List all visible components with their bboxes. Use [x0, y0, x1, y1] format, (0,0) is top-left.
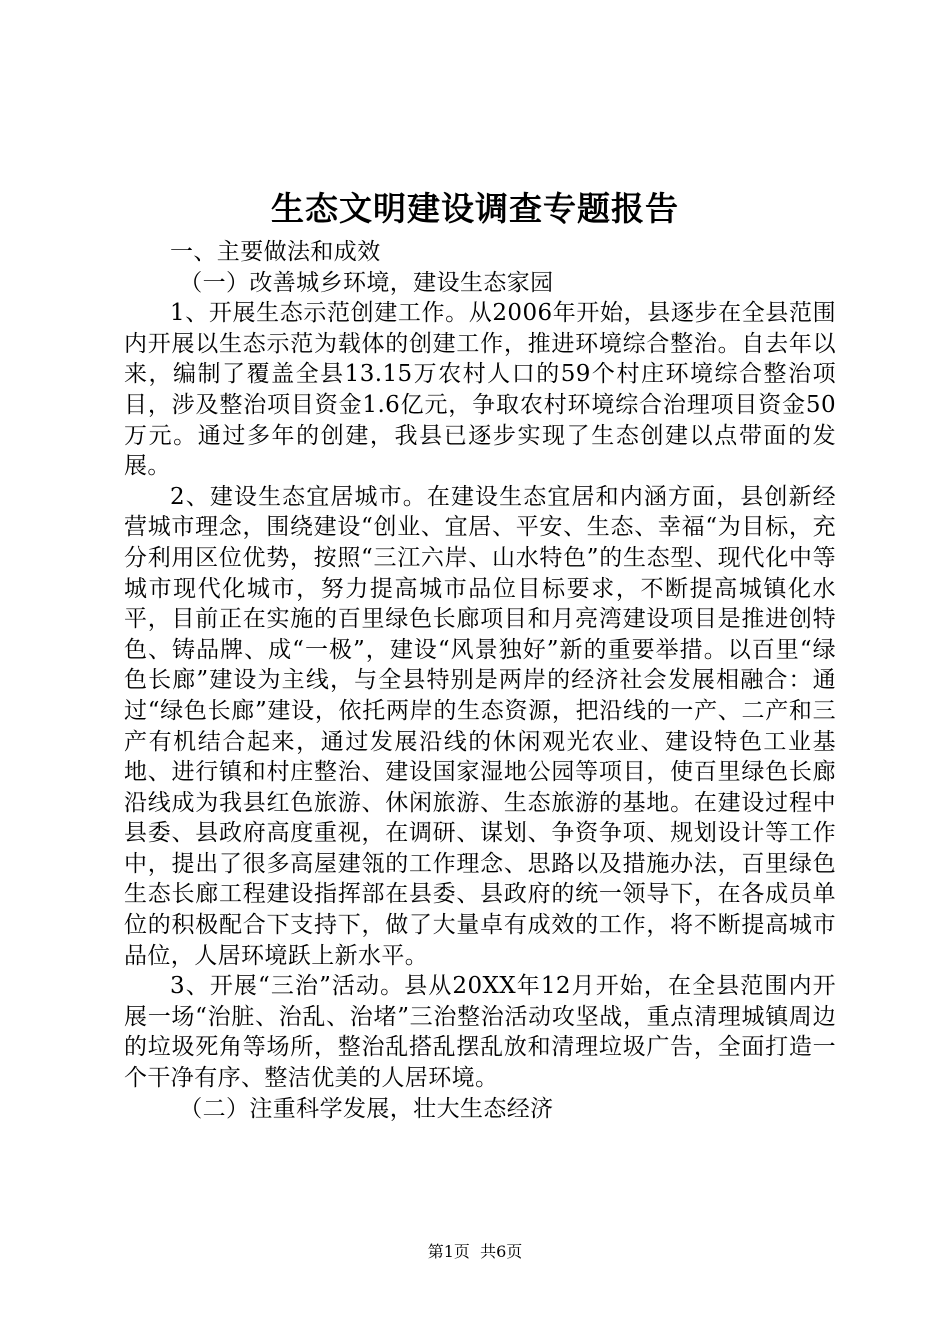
- document-body: [124, 237, 836, 1124]
- body-paragraph: 2、建设生态宜居城市。在建设生态宜居和内涵方面，县创新经营城市理念，围绕建设“创业、宜居、平安、生态、幸福“为目标，充分利用区位优势，按照“三江六岸、山水特色”的生态型、现代化中等城市现代化城市，努力提高城市品位目标要求，不断提高城镇化水平，目前正在实施的百里绿色长廊项目和月亮湾建设项目是推进创特色、铸品牌、成“一极”，建设“风景独好”新的重要举措。以百里“绿色长廊”建设为主线，与全县特别是两岸的经济社会发展相融合：通过“绿色长廊”建设，依托两岸的生态资源，把沿线的一产、二产和三产有机结合起来，通过发展沿线的休闲观光农业、建设特色工业基地、进行镇和村庄整治、建设国家湿地公园等项目，使百里绿色长廊沿线成为我县红色旅游、休闲旅游、生态旅游的基地。在建设过程中县委、县政府高度重视，在调研、谋划、争资争项、规划设计等工作中，提出了很多高屋建瓴的工作理念、思路以及措施办法，百里绿色生态长廊工程建设指挥部在县委、县政府的统一领导下，在各成员单位的积极配合下支持下，做了大量卓有成效的工作，将不断提高城市品位，人居环境跃上新水平。: [124, 483, 836, 969]
- page-total: 共6页: [480, 1242, 523, 1261]
- page-number: 第1页: [427, 1242, 470, 1261]
- body-paragraph: 1、开展生态示范创建工作。从2006年开始，县逐步在全县范围内开展以生态示范为载体的创建工作，推进环境综合整治。自去年以来，编制了覆盖全县13.15万农村人口的59个村庄环境综合整治项目，涉及整治项目资金1.6亿元，争取农村环境综合治理项目资金50万元。通过多年的创建，我县已逐步实现了生态创建以点带面的发展。: [124, 300, 836, 480]
- body-paragraph: 3、开展“三治”活动。县从20XX年12月开始，在全县范围内开展一场“治脏、治乱、治堵”三治整治活动攻坚战，重点清理城镇周边的垃圾死角等场所，整治乱搭乱摆乱放和清理垃圾广告，全面打造一个干净有序、整洁优美的人居环境。: [124, 973, 836, 1092]
- document-title: 生态文明建设调查专题报告: [271, 189, 679, 228]
- page-footer: [0, 1241, 950, 1263]
- subsection-heading: （二）注重科学发展，壮大生态经济: [179, 1095, 554, 1122]
- subsection-heading: （一）改善城乡环境，建设生态家园: [179, 269, 554, 296]
- section-heading: 一、主要做法和成效: [170, 239, 381, 265]
